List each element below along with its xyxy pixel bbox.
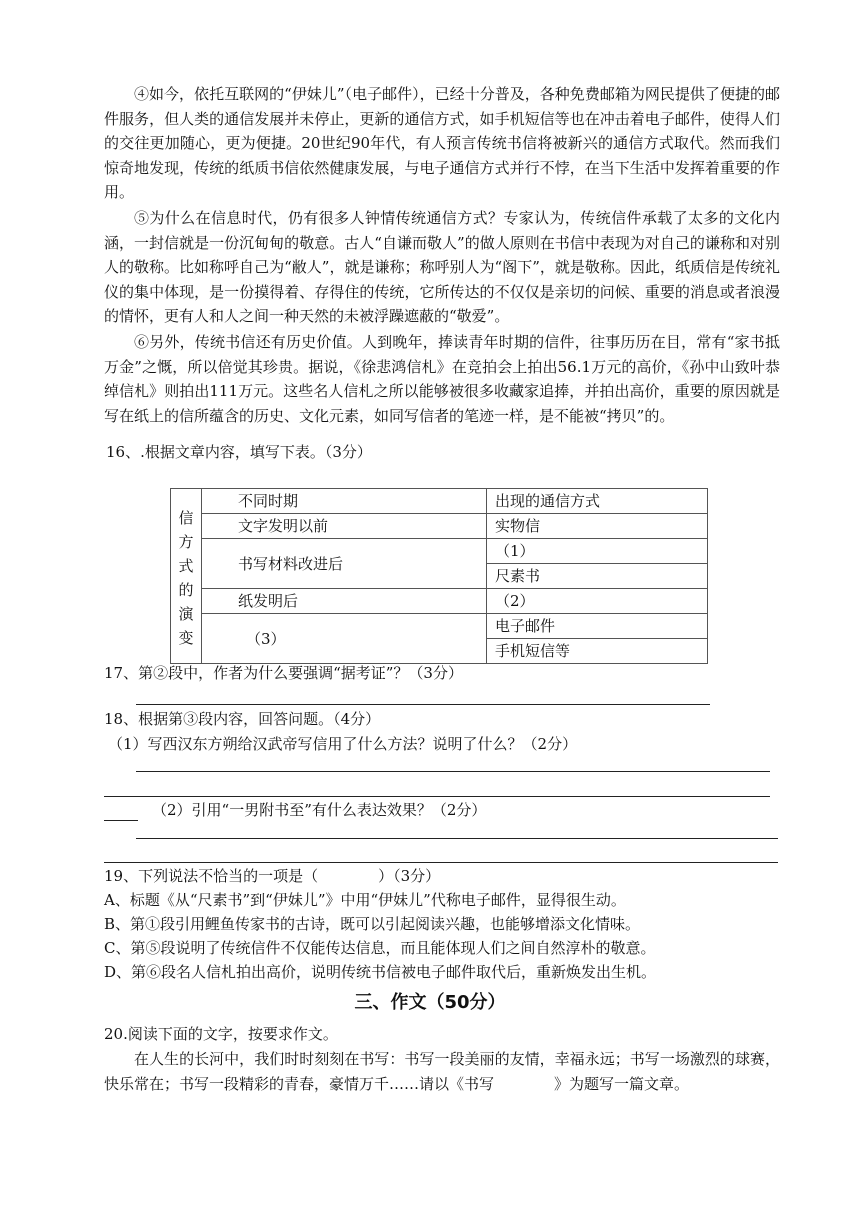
table-cell-method: 实物信 [487,514,708,539]
table-side-label: 信 方 式 的 演 变 [171,489,202,664]
answer-line-18-lead[interactable] [104,820,138,821]
question-20-body: 在人生的长河中，我们时时刻刻在书写：书写一段美丽的友情，幸福永远；书写一场激烈的球赛，快乐常在；书写一段精彩的青春，豪情万千……请以《书写 》为题写一篇文章。 [104,1050,780,1093]
table-header-method: 出现的通信方式 [487,489,708,514]
evolution-table [170,488,708,664]
answer-line-17[interactable] [136,704,710,705]
table-cell-blank-3[interactable]: （3） [202,614,487,664]
paragraph-4: ④如今，依托互联网的“伊妹儿”（电子邮件），已经十分普及，各种免费邮箱为网民提供了便捷的邮件服务，但人类的通信发展并未停止，更新的通信方式，如手机短信等也在冲击着电子邮件，使得人们的交往更加随心，更为便捷。20世纪90年代，有人预言传统书信将被新兴的通信方式取代。然而我们惊奇地发现，传统的纸质书信依然健康发展，与电子通信方式并行不悖，在当下生活中发挥着重要的作用。 [104,85,780,201]
paragraph-6: ⑥另外，传统书信还有历史价值。人到晚年，捧读青年时期的信件，往事历历在目，常有“家书抵万金”之慨，所以倍觉其珍贵。据说，《徐悲鸿信札》在竞拍会上拍出56.1万元的高价，《孙中山致叶恭绰信札》则拍出111万元。这些名人信札之所以能够被很多收藏家追捧，并拍出高价，重要的原因就是写在纸上的信所蕴含的历史、文化元素，如同写信者的笔迹一样，是不能被“拷贝”的。 [104,333,780,425]
question-18-sub2: （2）引用“一男附书至”有什么表达效果？（2分） [152,801,487,819]
question-19-prompt: 19、下列说法不恰当的一项是（ ）（3分） [104,867,441,885]
question-16-prompt: 16、.根据文章内容，填写下表。（3分） [106,443,372,461]
paragraph-5: ⑤为什么在信息时代，仍有很多人钟情传统通信方式？专家认为，传统信件承载了太多的文化内涵，一封信就是一份沉甸甸的敬意。古人“自谦而敬人”的做人原则在书信中表现为对自己的谦称和对别人的敬称。比如称呼自己为“敝人”，就是谦称；称呼别人为“阁下”，就是敬称。因此，纸质信是传统礼仪的集中体现，是一份摸得着、存得住的传统，它所传达的不仅仅是亲切的问候、重要的消息或者浪漫的情怀，更有人和人之间一种天然的未被浮躁遮蔽的“敬爱”。 [104,209,780,325]
table-cell-blank-1[interactable]: （1） [487,539,708,564]
question-18-sub1: （1）写西汉东方朔给汉武帝写信用了什么方法？说明了什么？（2分） [108,735,578,753]
question-20-prompt: 20.阅读下面的文字，按要求作文。 [104,1025,338,1043]
answer-line-18-1a[interactable] [136,771,770,772]
table-cell-period: 纸发明后 [202,589,487,614]
option-a: A、标题《从“尺素书”到“伊妹儿”》中用“伊妹儿”代称电子邮件，显得很生动。 [104,891,626,909]
table-cell-method: 手机短信等 [487,639,708,664]
table-cell-method: 电子邮件 [487,614,708,639]
table-cell-period: 文字发明以前 [202,514,487,539]
table-cell-method: 尺素书 [487,564,708,589]
answer-line-18-1b[interactable] [104,796,770,797]
answer-line-18-2a[interactable] [136,838,778,839]
question-18-prompt: 18、根据第③段内容，回答问题。（4分） [104,710,381,728]
option-b: B、第①段引用鲤鱼传家书的古诗，既可以引起阅读兴趣，也能够增添文化情味。 [104,915,641,933]
question-17-prompt: 17、第②段中，作者为什么要强调“据考证”？（3分） [104,664,463,682]
option-d: D、第⑥段名人信札拍出高价，说明传统书信被电子邮件取代后，重新焕发出生机。 [104,963,657,981]
table-cell-blank-2[interactable]: （2） [487,589,708,614]
answer-line-18-2b[interactable] [104,862,778,863]
section-title-composition: 三、作文（50分） [354,992,506,1013]
option-c: C、第⑤段说明了传统信件不仅能传达信息，而且能体现人们之间自然淳朴的敬意。 [104,939,656,957]
table-cell-period: 书写材料改进后 [202,539,487,589]
table-header-period: 不同时期 [202,489,487,514]
